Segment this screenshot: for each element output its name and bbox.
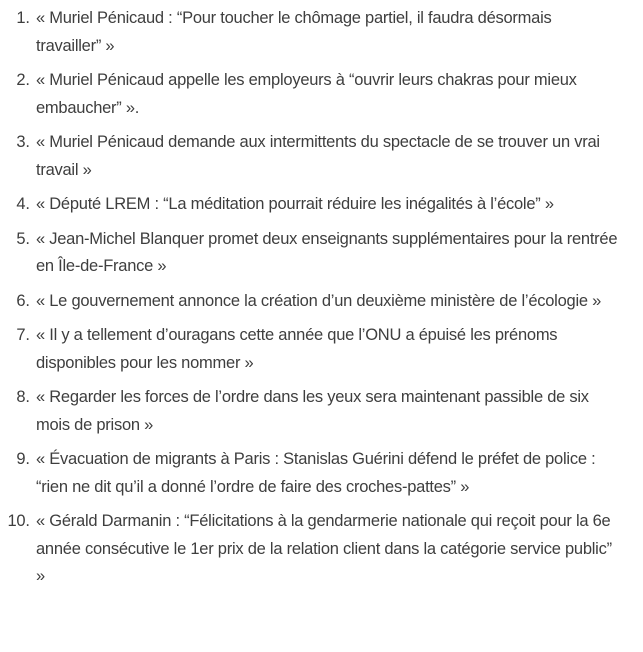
list-item: 6. « Le gouvernement annonce la création d’un deuxième ministère de l’écologie » [34,288,618,316]
list-item: 4. « Député LREM : “La méditation pourrait réduire les inégalités à l’école” » [34,191,618,219]
list-item: 7. « Il y a tellement d’ouragans cette année que l’ONU a épuisé les prénoms disponibles pour les nommer » [34,322,618,377]
list-item: 3. « Muriel Pénicaud demande aux intermittents du spectacle de se trouver un vrai travail » [34,129,618,184]
list-item: 2. « Muriel Pénicaud appelle les employeurs à “ouvrir leurs chakras pour mieux embaucher” ». [34,67,618,122]
list-item: 8. « Regarder les forces de l’ordre dans les yeux sera maintenant passible de six mois de prison » [34,384,618,439]
list-item: 10. « Gérald Darmanin : “Félicitations à la gendarmerie nationale qui reçoit pour la 6e année consécutive le 1er prix de la relation client dans la catégorie service public” » [34,508,618,591]
list-item: 1. « Muriel Pénicaud : “Pour toucher le chômage partiel, il faudra désormais travailler” » [34,5,618,60]
list-item: 9. « Évacuation de migrants à Paris : Stanislas Guérini défend le préfet de police : “rien ne dit qu’il a donné l’ordre de faire des croches-pattes” » [34,446,618,501]
list-item: 5. « Jean-Michel Blanquer promet deux enseignants supplémentaires pour la rentrée en Île-de-France » [34,226,618,281]
